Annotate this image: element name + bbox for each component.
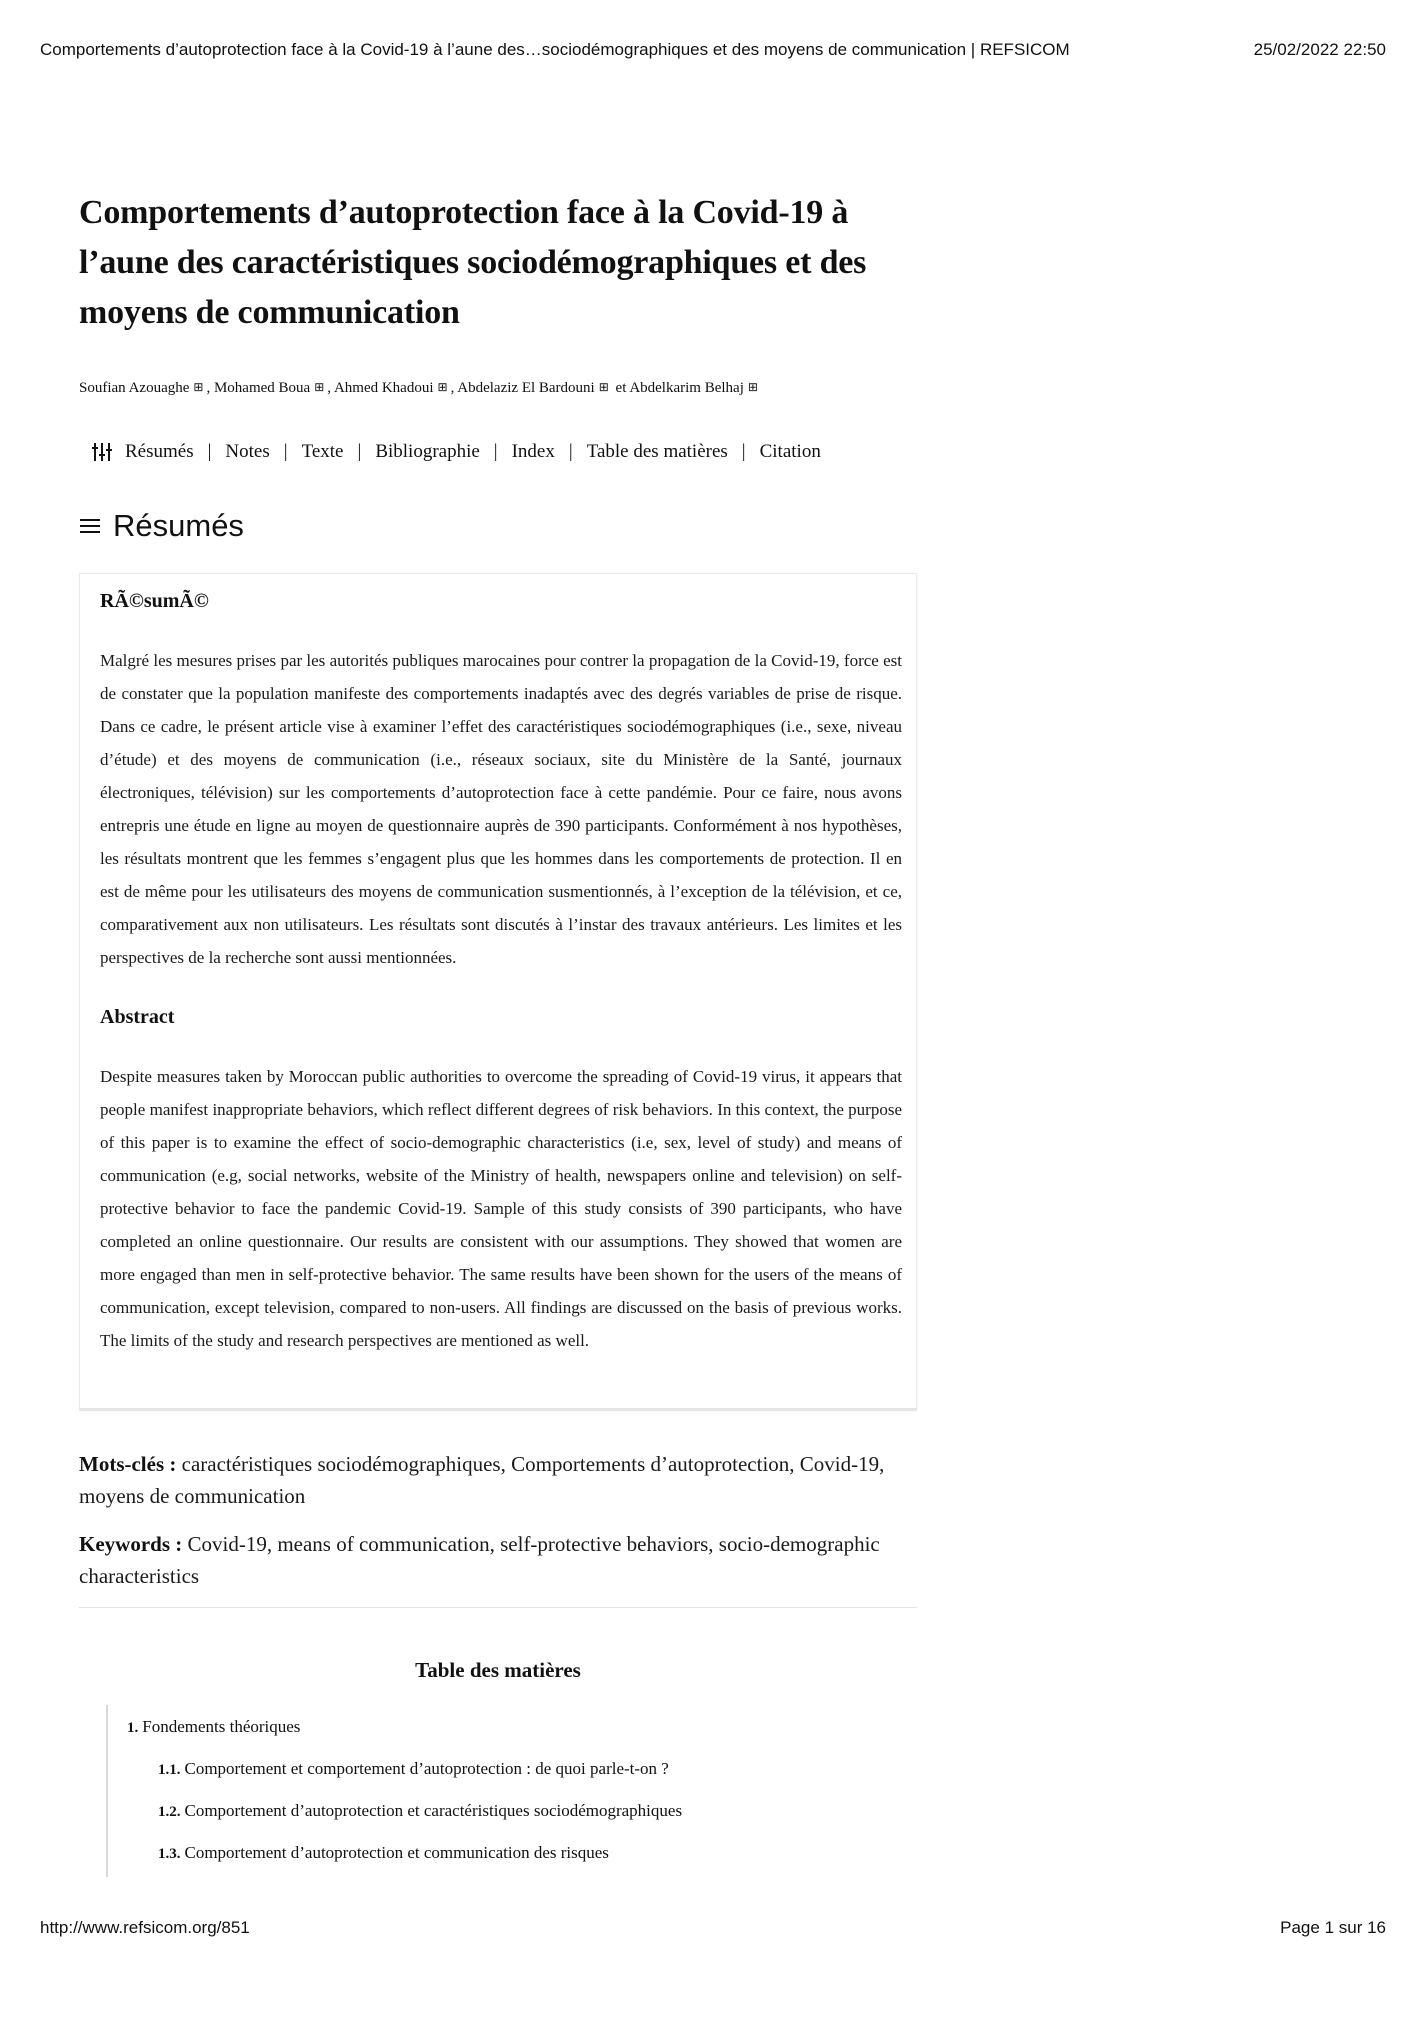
author-link[interactable]: Abdelaziz El Bardouni xyxy=(457,380,595,396)
nav-link-table-des-matieres[interactable]: Table des matières xyxy=(586,441,728,462)
author-info-icon[interactable]: ⊞ xyxy=(598,380,609,394)
section-nav: Résumés | Notes | Texte | Bibliographie | Index | Table des matières | Citation xyxy=(91,441,821,463)
author-link[interactable]: Mohamed Boua xyxy=(213,380,311,396)
resumes-heading[interactable] xyxy=(79,508,244,544)
resumes-heading-label: Résumés xyxy=(113,508,244,543)
author-link[interactable]: Ahmed Khadoui xyxy=(333,380,434,396)
keywords-fr xyxy=(79,1448,909,1512)
resume-fr-heading: RÃ©sumÃ© xyxy=(100,590,209,612)
print-header xyxy=(40,40,1386,60)
menu-icon xyxy=(79,517,101,535)
keywords-en xyxy=(79,1528,909,1592)
nav-link-notes[interactable]: Notes xyxy=(225,441,270,462)
abstract-box xyxy=(79,573,917,1411)
keywords-fr-values[interactable]: caractéristiques sociodémographiques, Comportements d’autoprotection, Covid-19, moyens de communication xyxy=(79,1452,885,1508)
divider xyxy=(79,1607,917,1608)
print-header-datetime: 25/02/2022 22:50 xyxy=(1253,40,1386,59)
toc-item[interactable]: 1.3. Comportement d’autoprotection et communication des risques xyxy=(158,1843,609,1862)
author-info-icon[interactable]: ⊞ xyxy=(437,380,448,394)
author-info-icon[interactable]: ⊞ xyxy=(747,380,758,394)
nav-link-texte[interactable]: Texte xyxy=(301,441,344,462)
print-footer xyxy=(40,1918,1386,1938)
author-conjunction: et xyxy=(615,380,627,396)
print-header-title: Comportements d’autoprotection face à la Covid-19 à l’aune des…sociodémographiques et des moyens de communication | REFSICOM xyxy=(40,40,1070,59)
abstract-en-text: Despite measures taken by Moroccan public authorities to overcome the spreading of Covid-19 virus, it appears that people manifest inappropriate behaviors, which reflect different degrees of risk behaviors. In this context, the purpose of this paper is to examine the effect of socio-demographic characteristics (i.e, sex, level of study) and means of communication (e.g, social networks, website of the Ministry of health, newspapers online and television) on self-protective behavior to face the pandemic Covid-19. Sample of this study consists of 390 participants, who have completed an online questionnaire. Our results are consistent with our assumptions. They showed that women are more engaged than men in self-protective behavior. The same results have been shown for the users of the means of communication, except television, compared to non-users. All findings are discussed on the basis of previous works. The limits of the study and research perspectives are mentioned as well. xyxy=(100,1067,902,1350)
sliders-icon[interactable] xyxy=(91,441,113,463)
toc-list xyxy=(106,1705,868,1877)
resume-fr-text: Malgré les mesures prises par les autorités publiques marocaines pour contrer la propagation de la Covid-19, force est de constater que la population manifeste des comportements inadaptés avec des degrés variables de prise de risque. Dans ce cadre, le présent article vise à examiner l’effet des caractéristiques sociodémographiques (i.e., sexe, niveau d’étude) et des moyens de communication (i.e., réseaux sociaux, site du Ministère de la Santé, journaux électroniques, télévision) sur les comportements d’autoprotection face à cette pandémie. Pour ce faire, nous avons entrepris une étude en ligne au moyen de questionnaire auprès de 390 participants. Conformément à nos hypothèses, les résultats montrent que les femmes s’engagent plus que les hommes dans les comportements de protection. Il en est de même pour les utilisateurs des moyens de communication susmentionnés, à l’exception de la télévision, et ce, comparativement aux non utilisateurs. Les résultats sont discutés à l’instar des travaux antérieurs. Les limites et les perspectives de la recherche sont aussi mentionnées. xyxy=(100,651,902,967)
keywords-en-label: Keywords : xyxy=(79,1532,183,1556)
author-link[interactable]: Abdelkarim Belhaj xyxy=(629,380,744,396)
toc-item[interactable]: 1.1. Comportement et comportement d’autoprotection : de quoi parle-t-on ? xyxy=(158,1759,669,1778)
author-list: Soufian Azouaghe ⊞ , Mohamed Boua ⊞ , Ahmed Khadoui ⊞ , Abdelaziz El Bardouni ⊞ et Abdelkarim Belhaj ⊞ xyxy=(79,380,758,396)
author-link[interactable]: Soufian Azouaghe xyxy=(79,380,190,396)
nav-link-resumes[interactable]: Résumés xyxy=(125,441,194,462)
keywords-en-values[interactable]: Covid-19, means of communication, self-protective behaviors, socio-demographic characteristics xyxy=(79,1532,880,1588)
nav-link-citation[interactable]: Citation xyxy=(759,441,821,462)
abstract-en-heading: Abstract xyxy=(100,1006,175,1028)
nav-link-bibliographie[interactable]: Bibliographie xyxy=(375,441,480,462)
author-info-icon[interactable]: ⊞ xyxy=(314,380,325,394)
keywords-fr-label: Mots-clés : xyxy=(79,1452,177,1476)
print-footer-url[interactable]: http://www.refsicom.org/851 xyxy=(40,1918,250,1937)
nav-link-index[interactable]: Index xyxy=(511,441,555,462)
author-info-icon[interactable]: ⊞ xyxy=(193,380,204,394)
print-footer-page: Page 1 sur 16 xyxy=(1280,1918,1386,1937)
toc-title: Table des matières xyxy=(415,1658,581,1682)
toc-item[interactable]: 1.2. Comportement d’autoprotection et caractéristiques sociodémographiques xyxy=(158,1801,683,1820)
article-title: Comportements d’autoprotection face à la Covid-19 à l’aune des caractéristiques sociodémographiques et des moyens de communication xyxy=(79,194,867,331)
toc-item[interactable]: 1. Fondements théoriques xyxy=(127,1717,301,1736)
